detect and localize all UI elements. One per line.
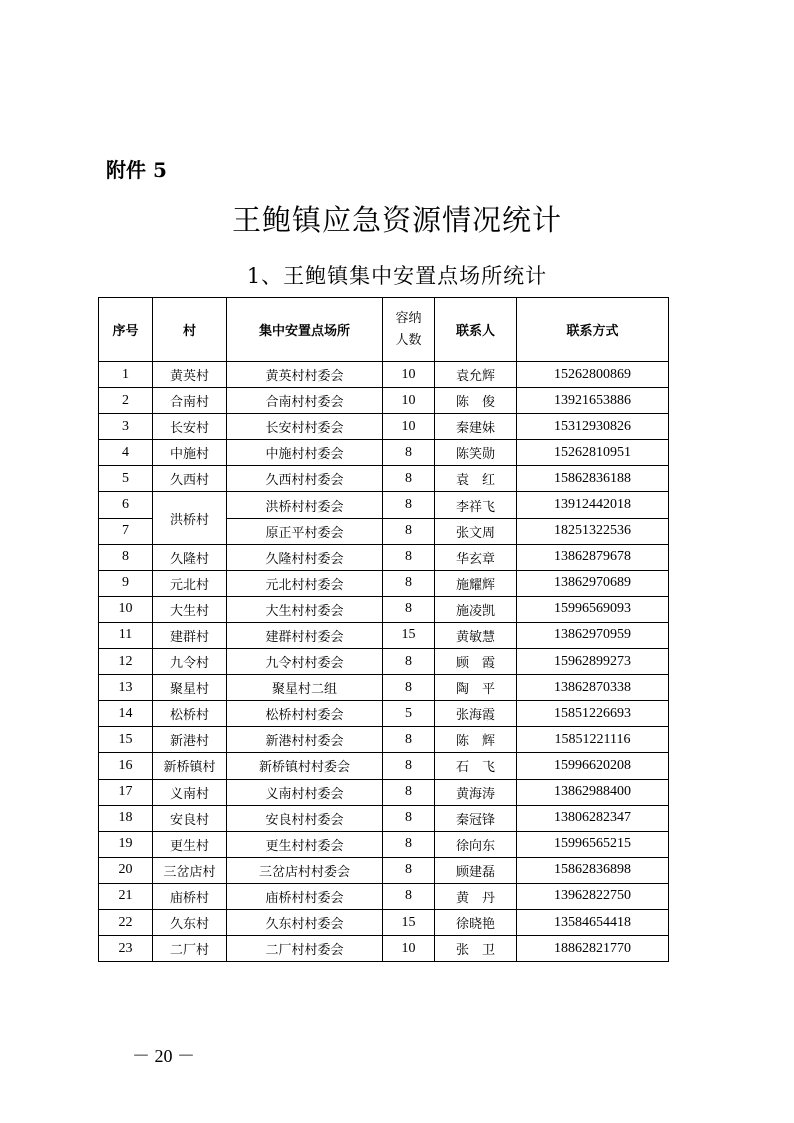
cell-seq: 14: [99, 701, 153, 727]
cell-phone: 15862836188: [517, 466, 669, 492]
table-row: [99, 831, 669, 857]
attachment-label: 附件 5: [106, 158, 167, 182]
table-row: [99, 570, 669, 596]
cell-contact: 李祥飞: [435, 492, 517, 518]
cell-site: 洪桥村村委会: [227, 492, 383, 518]
cell-site: 久隆村村委会: [227, 544, 383, 570]
cell-site: 合南村村委会: [227, 388, 383, 414]
cell-village: 久东村: [153, 909, 227, 935]
cell-capacity: 8: [383, 883, 435, 909]
cell-site: 黄英村村委会: [227, 362, 383, 388]
cell-site: 建群村村委会: [227, 622, 383, 648]
cell-capacity: 8: [383, 544, 435, 570]
header-phone: 联系方式: [517, 298, 669, 362]
cell-site: 久东村村委会: [227, 909, 383, 935]
shelter-sites-table: [98, 297, 669, 962]
cell-seq: 7: [99, 518, 153, 544]
cell-contact: 施凌凯: [435, 596, 517, 622]
cell-phone: 15851226693: [517, 701, 669, 727]
header-village: 村: [153, 298, 227, 362]
cell-contact: 张 卫: [435, 936, 517, 962]
cell-capacity: 10: [383, 388, 435, 414]
cell-village: 洪桥村: [153, 492, 227, 544]
cell-village: 久隆村: [153, 544, 227, 570]
cell-phone: 15312930826: [517, 414, 669, 440]
cell-contact: 陈 辉: [435, 727, 517, 753]
cell-site: 新港村村委会: [227, 727, 383, 753]
cell-phone: 13584654418: [517, 909, 669, 935]
cell-site: 松桥村村委会: [227, 701, 383, 727]
cell-contact: 徐晓艳: [435, 909, 517, 935]
cell-seq: 5: [99, 466, 153, 492]
table-row: [99, 675, 669, 701]
cell-seq: 8: [99, 544, 153, 570]
cell-capacity: 10: [383, 362, 435, 388]
cell-site: 安良村村委会: [227, 805, 383, 831]
cell-seq: 10: [99, 596, 153, 622]
cell-capacity: 8: [383, 518, 435, 544]
cell-capacity: 8: [383, 779, 435, 805]
cell-capacity: 8: [383, 753, 435, 779]
cell-capacity: 8: [383, 675, 435, 701]
cell-phone: 15996620208: [517, 753, 669, 779]
cell-village: 安良村: [153, 805, 227, 831]
cell-contact: 陶 平: [435, 675, 517, 701]
cell-contact: 袁 红: [435, 466, 517, 492]
cell-phone: 13862879678: [517, 544, 669, 570]
cell-village: 元北村: [153, 570, 227, 596]
cell-seq: 1: [99, 362, 153, 388]
cell-capacity: 8: [383, 492, 435, 518]
table-row: [99, 779, 669, 805]
cell-site: 中施村村委会: [227, 440, 383, 466]
cell-contact: 黄敏慧: [435, 622, 517, 648]
table-row: [99, 805, 669, 831]
cell-phone: 13962822750: [517, 883, 669, 909]
cell-village: 九令村: [153, 649, 227, 675]
cell-phone: 13912442018: [517, 492, 669, 518]
cell-site: 二厂村村委会: [227, 936, 383, 962]
table-row: [99, 414, 669, 440]
cell-contact: 陈 俊: [435, 388, 517, 414]
table-row: [99, 701, 669, 727]
cell-capacity: 8: [383, 466, 435, 492]
cell-contact: 华玄章: [435, 544, 517, 570]
cell-seq: 13: [99, 675, 153, 701]
cell-village: 二厂村: [153, 936, 227, 962]
cell-seq: 9: [99, 570, 153, 596]
table-row: [99, 492, 669, 518]
cell-village: 建群村: [153, 622, 227, 648]
document-title: 王鲍镇应急资源情况统计: [231, 203, 562, 237]
cell-seq: 18: [99, 805, 153, 831]
cell-site: 新桥镇村村委会: [227, 753, 383, 779]
table-row: [99, 727, 669, 753]
cell-capacity: 15: [383, 622, 435, 648]
cell-village: 庙桥村: [153, 883, 227, 909]
cell-site: 原正平村委会: [227, 518, 383, 544]
cell-capacity: 8: [383, 570, 435, 596]
section-title: 1、王鲍镇集中安置点场所统计: [246, 264, 548, 288]
cell-contact: 张文周: [435, 518, 517, 544]
table-body: [99, 362, 669, 962]
table-row: [99, 936, 669, 962]
cell-village: 义南村: [153, 779, 227, 805]
cell-village: 久西村: [153, 466, 227, 492]
header-capacity-line2: 人数: [395, 332, 422, 348]
cell-phone: 15862836898: [517, 857, 669, 883]
table-header-row: [99, 298, 669, 362]
table-row: [99, 544, 669, 570]
cell-contact: 张海霞: [435, 701, 517, 727]
cell-contact: 秦冠锋: [435, 805, 517, 831]
header-capacity: [383, 298, 435, 362]
cell-site: 元北村村委会: [227, 570, 383, 596]
table-row: [99, 753, 669, 779]
cell-site: 聚星村二组: [227, 675, 383, 701]
cell-phone: 18251322536: [517, 518, 669, 544]
cell-contact: 施耀辉: [435, 570, 517, 596]
cell-phone: 15851221116: [517, 727, 669, 753]
header-contact: 联系人: [435, 298, 517, 362]
table-row: [99, 466, 669, 492]
cell-capacity: 10: [383, 936, 435, 962]
cell-phone: 18862821770: [517, 936, 669, 962]
cell-capacity: 8: [383, 596, 435, 622]
cell-capacity: 8: [383, 649, 435, 675]
cell-phone: 13862870338: [517, 675, 669, 701]
table-row: [99, 649, 669, 675]
cell-village: 更生村: [153, 831, 227, 857]
cell-seq: 6: [99, 492, 153, 518]
cell-village: 新港村: [153, 727, 227, 753]
cell-village: 聚星村: [153, 675, 227, 701]
cell-contact: 顾建磊: [435, 857, 517, 883]
cell-contact: 徐向东: [435, 831, 517, 857]
cell-phone: 15996569093: [517, 596, 669, 622]
cell-capacity: 8: [383, 440, 435, 466]
cell-site: 庙桥村村委会: [227, 883, 383, 909]
cell-village: 松桥村: [153, 701, 227, 727]
cell-capacity: 8: [383, 805, 435, 831]
table-row: [99, 857, 669, 883]
cell-seq: 11: [99, 622, 153, 648]
cell-contact: 陈笑勋: [435, 440, 517, 466]
cell-phone: 13806282347: [517, 805, 669, 831]
cell-village: 长安村: [153, 414, 227, 440]
cell-seq: 4: [99, 440, 153, 466]
cell-site: 义南村村委会: [227, 779, 383, 805]
cell-phone: 15262800869: [517, 362, 669, 388]
page-number: － 20 －: [132, 1046, 195, 1066]
table-row: [99, 622, 669, 648]
cell-village: 黄英村: [153, 362, 227, 388]
cell-phone: 15962899273: [517, 649, 669, 675]
cell-site: 大生村村委会: [227, 596, 383, 622]
table-row: [99, 362, 669, 388]
cell-seq: 22: [99, 909, 153, 935]
cell-village: 三岔店村: [153, 857, 227, 883]
cell-seq: 17: [99, 779, 153, 805]
cell-contact: 顾 霞: [435, 649, 517, 675]
cell-seq: 19: [99, 831, 153, 857]
table-row: [99, 388, 669, 414]
cell-contact: 秦建妹: [435, 414, 517, 440]
cell-phone: 13921653886: [517, 388, 669, 414]
cell-village: 新桥镇村: [153, 753, 227, 779]
cell-village: 中施村: [153, 440, 227, 466]
cell-capacity: 5: [383, 701, 435, 727]
cell-seq: 3: [99, 414, 153, 440]
cell-seq: 16: [99, 753, 153, 779]
cell-seq: 2: [99, 388, 153, 414]
cell-site: 更生村村委会: [227, 831, 383, 857]
cell-phone: 13862970689: [517, 570, 669, 596]
cell-contact: 袁允辉: [435, 362, 517, 388]
cell-phone: 15262810951: [517, 440, 669, 466]
cell-site: 九令村村委会: [227, 649, 383, 675]
cell-capacity: 8: [383, 857, 435, 883]
cell-seq: 20: [99, 857, 153, 883]
cell-phone: 15996565215: [517, 831, 669, 857]
cell-capacity: 10: [383, 414, 435, 440]
cell-site: 长安村村委会: [227, 414, 383, 440]
cell-contact: 黄 丹: [435, 883, 517, 909]
cell-seq: 12: [99, 649, 153, 675]
header-site: 集中安置点场所: [227, 298, 383, 362]
table-row: [99, 440, 669, 466]
cell-contact: 黄海涛: [435, 779, 517, 805]
cell-village: 合南村: [153, 388, 227, 414]
cell-contact: 石 飞: [435, 753, 517, 779]
cell-capacity: 15: [383, 909, 435, 935]
cell-phone: 13862970959: [517, 622, 669, 648]
table-row: [99, 596, 669, 622]
cell-seq: 21: [99, 883, 153, 909]
cell-capacity: 8: [383, 831, 435, 857]
header-seq: 序号: [99, 298, 153, 362]
table-row: [99, 883, 669, 909]
cell-seq: 23: [99, 936, 153, 962]
table-row: [99, 909, 669, 935]
cell-seq: 15: [99, 727, 153, 753]
cell-site: 三岔店村村委会: [227, 857, 383, 883]
cell-phone: 13862988400: [517, 779, 669, 805]
cell-site: 久西村村委会: [227, 466, 383, 492]
cell-village: 大生村: [153, 596, 227, 622]
cell-capacity: 8: [383, 727, 435, 753]
header-capacity-line1: 容纳: [395, 310, 422, 326]
